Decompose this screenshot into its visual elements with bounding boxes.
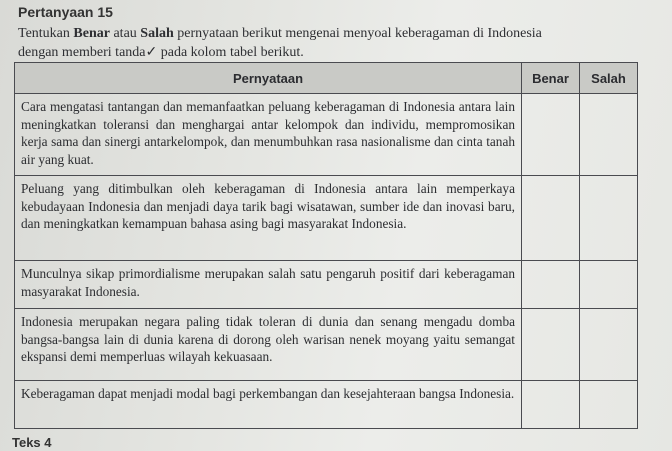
salah-checkbox-cell[interactable] xyxy=(580,261,638,309)
statement-cell: Indonesia merupakan negara paling tidak toleran di dunia dan senang mengadu domba bangsa-bangsa lain di dunia karena di dorong oleh warisan nenek moyang yaitu semangat ekspansi demi memperluas wilayah kekuasaan. xyxy=(15,309,522,381)
benar-checkbox-cell[interactable] xyxy=(522,309,580,381)
table-row xyxy=(15,261,638,309)
header-benar: Benar xyxy=(522,63,580,94)
table-row xyxy=(15,176,638,261)
statement-cell: Cara mengatasi tantangan dan memanfaatkan peluang keberagaman di Indonesia antara lain meningkatkan toleransi dan menghargai antar kelompok dan individu, mempromosikan kerja sama dan sinergi antarkelompok, dan menumbuhkan rasa nasionalisme dan cinta tanah air yang kuat. xyxy=(15,94,522,176)
salah-checkbox-cell[interactable] xyxy=(580,94,638,176)
table-row xyxy=(15,381,638,429)
benar-checkbox-cell[interactable] xyxy=(522,261,580,309)
statement-cell: Keberagaman dapat menjadi modal bagi perkembangan dan kesejahteraan bangsa Indonesia. xyxy=(15,381,522,429)
instruction-text xyxy=(18,24,658,62)
benar-checkbox-cell[interactable] xyxy=(522,94,580,176)
instruction-atau: atau xyxy=(109,26,141,41)
table-row xyxy=(15,94,638,176)
instruction-line-2: dengan memberi tanda✓ pada kolom tabel berikut. xyxy=(18,45,304,60)
salah-checkbox-cell[interactable] xyxy=(580,176,638,261)
table-row xyxy=(15,309,638,381)
instruction-benar: Benar xyxy=(73,26,110,41)
instruction-salah: Salah xyxy=(140,26,174,41)
instruction-part-2: pernyataan berikut mengenai menyoal keberagaman di Indonesia xyxy=(173,26,542,41)
salah-checkbox-cell[interactable] xyxy=(580,309,638,381)
instruction-part-1: Tentukan xyxy=(18,26,74,41)
header-statement: Pernyataan xyxy=(15,63,522,94)
text-label: Teks 4 xyxy=(12,435,52,450)
statement-cell: Peluang yang ditimbulkan oleh keberagaman di Indonesia antara lain memperkaya kebudayaan Indonesia dan menjadi daya tarik bagi wisatawan, sumber ide dan inovasi baru, dan meningkatkan kemampuan bahasa asing bagi masyarakat Indonesia. xyxy=(15,176,522,261)
benar-checkbox-cell[interactable] xyxy=(522,381,580,429)
header-salah: Salah xyxy=(580,63,638,94)
statement-table xyxy=(14,62,638,429)
statement-cell: Munculnya sikap primordialisme merupakan salah satu pengaruh positif dari keberagaman masyarakat Indonesia. xyxy=(15,261,522,309)
salah-checkbox-cell[interactable] xyxy=(580,381,638,429)
question-number: Pertanyaan 15 xyxy=(18,4,113,20)
table-header-row xyxy=(15,63,638,94)
benar-checkbox-cell[interactable] xyxy=(522,176,580,261)
